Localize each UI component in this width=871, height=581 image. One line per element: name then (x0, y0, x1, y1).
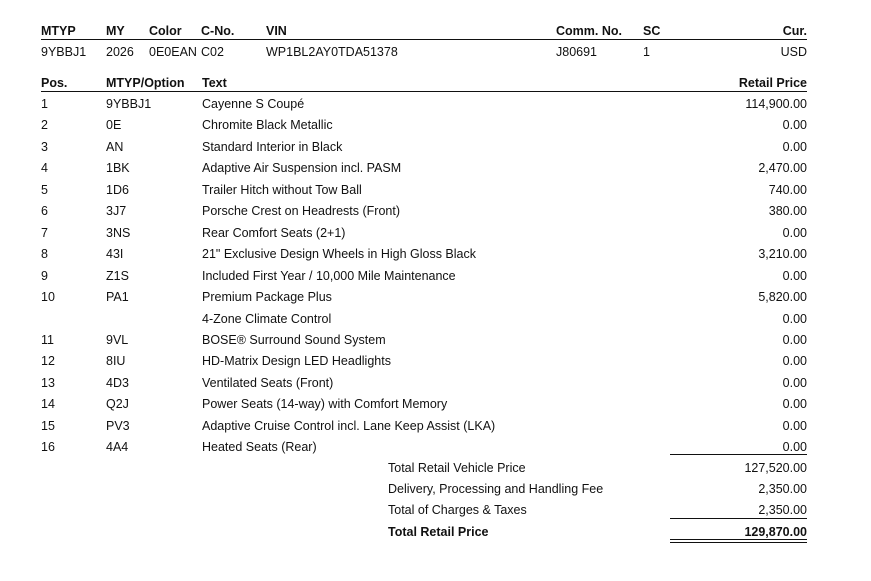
row-price: 3,210.00 (758, 247, 807, 261)
totals-label: Delivery, Processing and Handling Fee (388, 482, 604, 496)
row-option-code: 3J7 (106, 204, 127, 218)
header-label-mtyp: MTYP (41, 24, 76, 38)
row-price: 0.00 (782, 226, 807, 240)
header-label-my: MY (106, 24, 125, 38)
subtotal-rule (670, 454, 807, 455)
header-label-color: Color (149, 24, 182, 38)
row-option-code: Z1S (106, 269, 129, 283)
row-pos: 11 (41, 333, 54, 347)
column-header-pos: Pos. (41, 76, 68, 90)
row-option-code: 0E (106, 118, 122, 132)
row-price: 5,820.00 (758, 290, 807, 304)
row-price: 114,900.00 (745, 97, 807, 111)
header-rule (41, 39, 807, 40)
row-description: Heated Seats (Rear) (202, 440, 317, 454)
row-description: Porsche Crest on Headrests (Front) (202, 204, 400, 218)
row-pos: 3 (41, 140, 48, 154)
row-price: 0.00 (782, 440, 807, 454)
row-description: HD-Matrix Design LED Headlights (202, 354, 391, 368)
row-price: 0.00 (782, 376, 807, 390)
row-pos: 10 (41, 290, 55, 304)
row-description: Power Seats (14-way) with Comfort Memory (202, 397, 448, 411)
column-header-retail-price: Retail Price (738, 76, 807, 90)
row-pos: 8 (41, 247, 48, 261)
row-description: Premium Package Plus (202, 290, 332, 304)
totals-value: 2,350.00 (758, 482, 807, 496)
row-pos: 16 (41, 440, 55, 454)
column-header-option: MTYP/Option (106, 76, 185, 90)
header-value-color: 0E0EAN (149, 45, 197, 59)
row-price: 380.00 (768, 204, 807, 218)
row-price: 740.00 (768, 183, 807, 197)
header-value-vin: WP1BL2AY0TDA51378 (266, 45, 398, 59)
header-value-my: 2026 (106, 45, 134, 59)
total-rule (670, 518, 807, 519)
row-pos: 13 (41, 376, 55, 390)
row-option-code: PV3 (106, 419, 130, 433)
header-value-sc: 1 (643, 45, 650, 59)
header-label-cno: C-No. (201, 24, 235, 38)
row-pos: 15 (41, 419, 55, 433)
totals-label: Total Retail Vehicle Price (388, 461, 526, 475)
total-double-rule (670, 539, 807, 543)
header-value-currency: USD (780, 45, 807, 59)
row-option-code: 43I (106, 247, 124, 261)
row-pos: 9 (41, 269, 48, 283)
totals-label: Total of Charges & Taxes (388, 503, 527, 517)
row-pos: 4 (41, 161, 48, 175)
column-header-text: Text (202, 76, 227, 90)
header-label-sc: SC (643, 24, 661, 38)
row-option-code: 3NS (106, 226, 131, 240)
totals-value: 129,870.00 (744, 525, 807, 539)
row-price: 0.00 (782, 419, 807, 433)
row-price: 2,470.00 (758, 161, 807, 175)
header-value-mtyp: 9YBBJ1 (41, 45, 87, 59)
header-label-currency: Cur. (782, 24, 807, 38)
row-option-code: 4D3 (106, 376, 129, 390)
row-option-code: AN (106, 140, 124, 154)
row-pos: 1 (41, 97, 48, 111)
header-value-comm-no: J80691 (556, 45, 598, 59)
row-pos: 2 (41, 118, 48, 132)
row-option-code: 4A4 (106, 440, 129, 454)
row-pos: 7 (41, 226, 48, 240)
row-pos: 14 (41, 397, 55, 411)
header-value-cno: C02 (201, 45, 224, 59)
row-option-code: 1BK (106, 161, 130, 175)
row-option-code: 9VL (106, 333, 129, 347)
row-description: Rear Comfort Seats (2+1) (202, 226, 346, 240)
row-pos: 5 (41, 183, 48, 197)
totals-label: Total Retail Price (388, 525, 489, 539)
row-price: 0.00 (782, 269, 807, 283)
row-option-code: 1D6 (106, 183, 129, 197)
row-option-code: Q2J (106, 397, 129, 411)
row-description: Standard Interior in Black (202, 140, 343, 154)
row-option-code: 8IU (106, 354, 126, 368)
header-label-vin: VIN (266, 24, 287, 38)
row-price: 0.00 (782, 118, 807, 132)
totals-value: 127,520.00 (744, 461, 807, 475)
row-price: 0.00 (782, 140, 807, 154)
row-description: Cayenne S Coupé (202, 97, 305, 111)
row-option-code: 9YBBJ1 (106, 97, 152, 111)
row-description: 4-Zone Climate Control (202, 312, 332, 326)
row-price: 0.00 (782, 354, 807, 368)
row-option-code: PA1 (106, 290, 129, 304)
row-pos: 12 (41, 354, 55, 368)
table-header-rule (41, 91, 807, 92)
row-description: Chromite Black Metallic (202, 118, 333, 132)
totals-value: 2,350.00 (758, 503, 807, 517)
row-description: Adaptive Cruise Control incl. Lane Keep Assist (LKA) (202, 419, 496, 433)
row-price: 0.00 (782, 312, 807, 326)
row-description: Included First Year / 10,000 Mile Maintenance (202, 269, 456, 283)
row-pos: 6 (41, 204, 48, 218)
header-label-comm-no: Comm. No. (556, 24, 622, 38)
row-description: 21" Exclusive Design Wheels in High Gloss Black (202, 247, 476, 261)
row-description: Ventilated Seats (Front) (202, 376, 334, 390)
row-description: BOSE® Surround Sound System (202, 333, 386, 347)
row-price: 0.00 (782, 397, 807, 411)
row-description: Adaptive Air Suspension incl. PASM (202, 161, 402, 175)
row-price: 0.00 (782, 333, 807, 347)
row-description: Trailer Hitch without Tow Ball (202, 183, 362, 197)
